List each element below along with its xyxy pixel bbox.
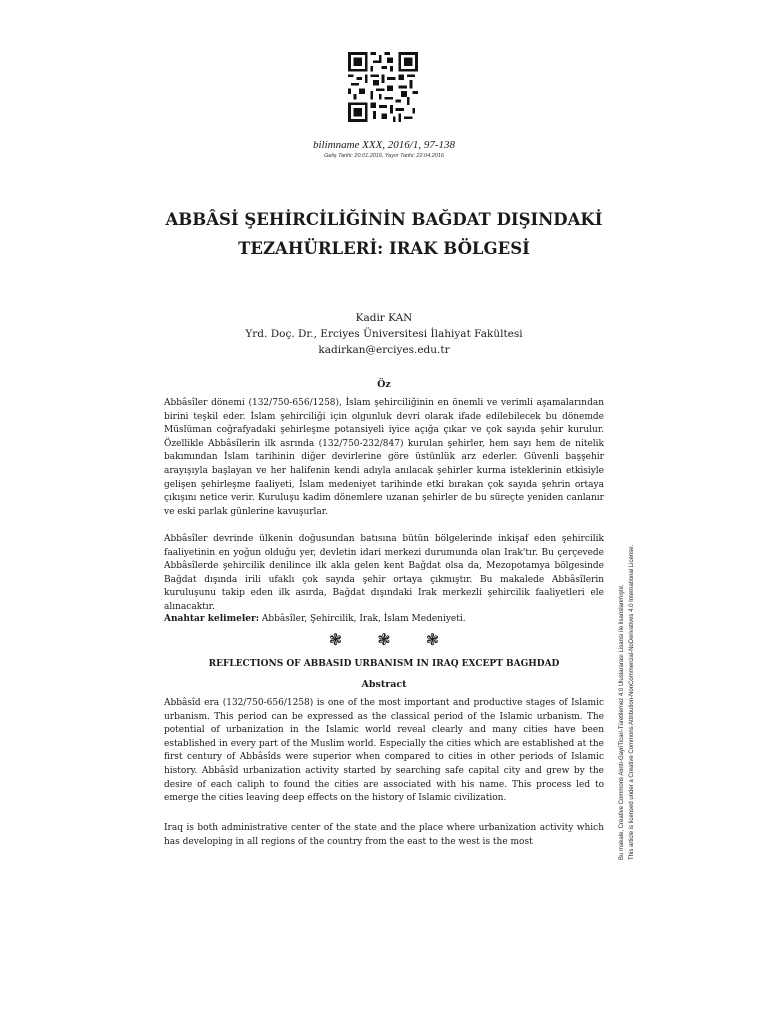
oz-heading: Öz bbox=[377, 379, 391, 390]
author-block bbox=[0, 310, 768, 358]
author-email: kadirkan@erciyes.edu.tr bbox=[318, 344, 450, 356]
license-line-tr: Bu makale, Creative Commons Alıntı-GayriTicari-Türetilemez 4.0 Uluslararası Lisansı ile lisanslanmıştır. bbox=[619, 584, 625, 860]
divider-ornament-icon: ❃ bbox=[425, 630, 440, 649]
qr-code-icon bbox=[348, 52, 418, 122]
section-divider bbox=[0, 630, 768, 649]
divider-ornament-icon: ❃ bbox=[328, 630, 343, 649]
keywords-list: Abbâsîler, Şehircilik, Irak, İslam Medeniyeti. bbox=[259, 614, 466, 624]
journal-citation: bilimname XXX, 2016/1, 97-138 bbox=[312, 139, 456, 151]
title-line-1: ABBÂSİ ŞEHİRCİLİĞİNİN BAĞDAT DIŞINDAKİ bbox=[165, 210, 603, 229]
submission-dates: Geliş Tarihi: 20.01.2016, Yayın Tarihi: 22.04.2016 bbox=[324, 153, 444, 159]
license-notice bbox=[617, 460, 637, 860]
article-title bbox=[0, 205, 768, 263]
abstract-heading: Abstract bbox=[361, 679, 407, 690]
title-line-2: TEZAHÜRLERİ: IRAK BÖLGESİ bbox=[238, 239, 530, 258]
divider-ornament-icon: ❃ bbox=[377, 630, 391, 649]
keywords-label: Anahtar kelimeler: bbox=[164, 614, 260, 624]
oz-paragraph-1: Abbâsîler dönemi (132/750-656/1258), İslam şehirciliğinin en önemli ve verimli aşamalarından birini teşkil eder. İslam şehirciliği için olgunluk devri olarak ifade edilebilecek bu dönemde Müslüman coğrafyadaki şehirleşme potansiyeli iyice açığa çıkar ve çok sayıda şehir kurulur. Özellikle Abbâsîlerin ilk asrında (132/750-232/847) kurulan şehirler, hem sayı hem de nitelik bakımından İslam tarihinin diğer devirlerine göre üstünlük arz ederler. Güvenli başşehir arayışıyla başlayan ve her halifenin kendi adıyla anılacak şehirler kurma isteklerinin etkisiyle gelişen şehirleşme faaliyeti, İslam medeniyet tarihinde etki bırakan çok sayıda şehrin ortaya çıkışını netice verir. Kuruluşu kadim dönemlere uzanan şehirler de bu süreçte yeniden canlanır ve eski parlak günlerine kavuşurlar. bbox=[164, 398, 604, 517]
author-affiliation: Yrd. Doç. Dr., Erciyes Üniversitesi İlahiyat Fakültesi bbox=[245, 328, 523, 340]
author-name: Kadir KAN bbox=[355, 312, 413, 324]
abstract-paragraph-2: Iraq is both administrative center of the state and the place where urbanization activity which has developing in all regions of the country from the east to the west is the most bbox=[164, 823, 604, 847]
oz-paragraph-2: Abbâsîler devrinde ülkenin doğusundan batısına bütün bölgelerinde inkişaf eden şehircilik faaliyetinin en yoğun olduğu yer, devletin idari merkezi durumunda olan Irak'tır. Bu çerçevede Abbâsîlerde şehircilik denilince ilk akla gelen kent Bağdat olsa da, Mezopotamya bölgesinde Bağdat dışında irili ufaklı çok sayıda şehir ortaya çıkmıştır. Bu makalede Abbâsîlerin kuruluşunu takip eden ilk asırda, Bağdat dışındaki Irak merkezli şehircilik faaliyetleri ele alınacaktır. bbox=[164, 534, 604, 612]
abstract-paragraph-1: Abbâsîd era (132/750-656/1258) is one of the most important and productive stages of Islamic urbanism. This period can be expressed as the classical period of the Islamic urbanism. The potential of urbanization in the Islamic world reveal clearly and many cities have been established in every part of the Muslim world. Especially the cities which are established at the first century of Abbâsîds were superior when compared to cities in other periods of Islamic history. Abbâsîd urbanization activity started by searching safe capital city and grew by the desire of each caliph to found the cities are associated with his name. This process led to emerge the cities leaving deep effects on the history of Islamic civilization. bbox=[164, 698, 604, 804]
english-title: REFLECTIONS OF ABBASID URBANISM IN IRAQ EXCEPT BAGHDAD bbox=[208, 659, 560, 669]
keywords bbox=[164, 612, 604, 626]
license-line-en: This article is licensed under a Creative Commons Attribution-NonCommercial-NoDerivatives 4.0 International License. bbox=[629, 544, 635, 860]
